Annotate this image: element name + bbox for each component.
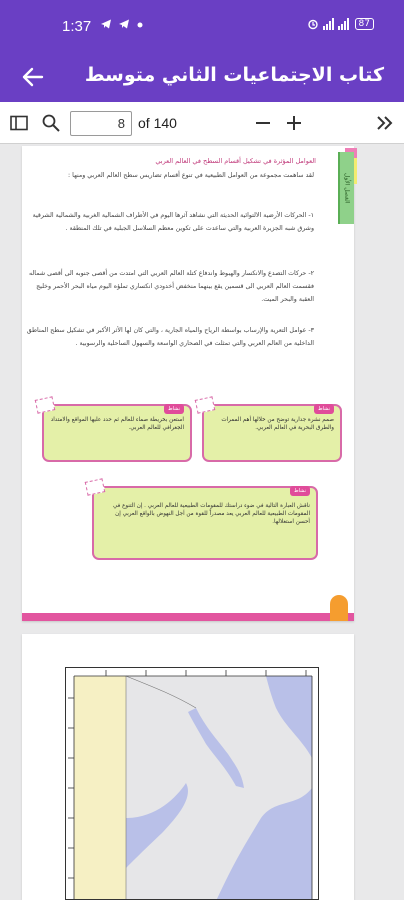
activity-note [42,404,192,462]
pdf-page[interactable] [22,634,354,900]
paperclip-icon [195,396,216,413]
signal-icon [323,18,351,30]
status-notification-icons [100,18,144,30]
arrow-left-icon [22,67,44,87]
status-time: 1:37 [62,18,92,35]
document-paragraph: ٣- عوامل التعرية والإرساب بواسطة الرياح والمياه الجارية ، والتي كان لها الأثر الأكبر في تشكيل سطح المناطق الداخلية من العالم العربي والتي تمثلت في الصحاري الواسعة والسهول الساحلية والرسوبية . [26,327,314,347]
battery-icon: 87 [355,18,374,30]
telegram-icon [100,18,112,30]
page-total: of 140 [138,115,177,131]
status-bar [0,0,404,52]
more-tools-button[interactable] [374,112,396,134]
search-icon [42,114,60,132]
back-button[interactable] [18,62,48,92]
dot-icon [136,18,144,30]
activity-note [92,486,318,560]
activity-tag: نشاط [314,404,334,414]
pdf-page[interactable] [22,146,354,621]
alarm-icon [307,18,319,30]
map-illustration [66,668,319,900]
sidebar-toggle-button[interactable] [8,112,30,134]
chapter-side-label: الفصل الأول [343,172,351,204]
zoom-out-button[interactable] [252,112,274,134]
activity-text: استعن بخريطة صماء للعالم ثم حدد عليها المواقع والامتداد الجغرافي للعالم العربي. [50,417,184,431]
double-chevron-right-icon [376,115,394,131]
paperclip-icon [85,478,106,495]
activity-tag: نشاط [164,404,184,414]
page-title: كتاب الاجتماعيات الثاني متوسط [84,64,384,86]
document-paragraph: ٢- حركات التصدع والانكسار والهبوط واندفاع كتلة العالم العربي التي امتدت من أقصى جنوبه الى أقصى شماله فقسمت العالم العربي الى قسمين يقع بينهما منخفض أخدودي انكساري تملؤه اليوم مياه البحر الأحمر وخليج العقبة والبحر الميت. [29,270,314,303]
plus-icon [286,115,302,131]
document-heading: العوامل المؤثرة في تشكيل أقسام السطح في العالم العربي [155,157,316,165]
app-bar [0,52,404,102]
page-number-input[interactable] [70,111,132,136]
document-paragraph: لقد ساهمت مجموعة من العوامل الطبيعية في تنوع أقسام تضاريس سطح العالم العربي ومنها : [68,172,314,179]
map-figure [65,667,319,900]
chapter-side-tab [338,152,354,224]
search-button[interactable] [40,112,62,134]
activity-note [202,404,342,462]
page-number-badge [330,595,348,621]
sidebar-icon [10,115,28,131]
document-paragraph: ١- الحركات الأرضية الالتوائية الحديثة التي نشاهد آثرها اليوم في الأطراف الشمالية الغربية والشمالية الشرقية وشرق شبه الجزيرة العربية والتي ساعدت على تكوين معظم السلاسل الجبلية في تلك المنطقة . [32,212,314,232]
status-system-icons [307,18,374,30]
activity-text: ناقش العبارة التالية في ضوء دراستك للمقومات الطبيعية للعالم العربي . إن التنوع في المقومات الطبيعية للعالم العربي يعد مصدراً للقوة من أجل النهوض بالواقع العربي إن أحسن استغلالها. [112,503,310,525]
zoom-in-button[interactable] [283,112,305,134]
telegram-icon [118,18,130,30]
pdf-toolbar [0,102,404,144]
minus-icon [255,115,271,131]
paperclip-icon [35,396,56,413]
activity-tag: نشاط [290,486,310,496]
page-footer-strip [22,613,354,621]
activity-text: صمم نشرة جدارية توضح من خلالها أهم الممرات والطرق البحرية في العالم العربي. [221,417,334,431]
